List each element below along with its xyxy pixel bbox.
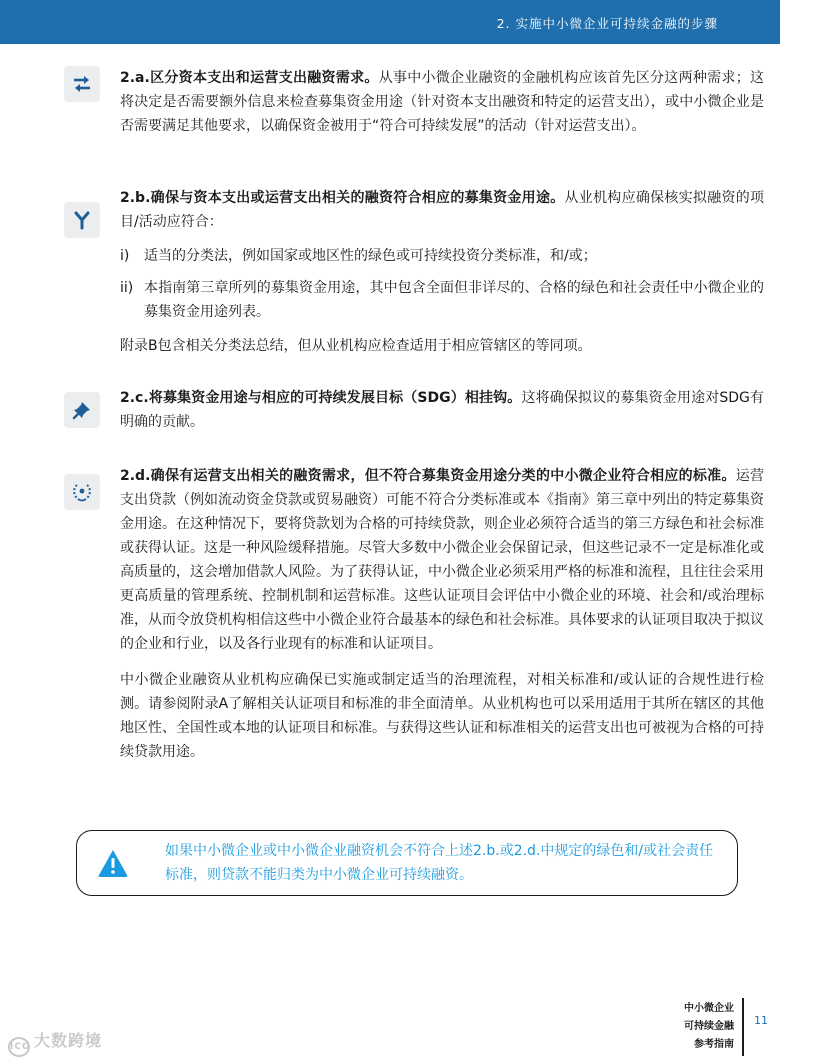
watermark-text: 大数跨境 bbox=[34, 1031, 103, 1050]
header-title: 2. 实施中小微企业可持续金融的步骤 bbox=[496, 16, 718, 31]
section-2d-text: 运营支出贷款（例如流动资金贷款或贸易融资）可能不符合分类标准或本《指南》第三章中列出的特定募集资金用途。在这种情况下，要将贷款划为合格的可持续贷款，则企业必须符合适当的第三方绿色和社会标准或获得认证。这是一种风险缓释措施。尽管大多数中小微企业会保留记录，但这些记录不一定是标准化或高质量的，这会增加借款人风险。为了获得认证，中小微企业必须采用严格的标准和流程，且往往会采用更高质量的管理系统、控制机制和运营标准。这些认证项目会评估中小微企业的环境、社会和/或治理标准，从而令放贷机构相信这些中小微企业符合最基本的绿色和社会标准。具体要求的认证项目取决于拟议的企业和行业，以及各行业现有的标准和认证项目。 bbox=[120, 468, 765, 652]
section-2b-after: 附录B包含相关分类法总结，但从业机构应检查适用于相应管辖区的等同项。 bbox=[120, 338, 592, 354]
section-2c-lead: 2.c.将募集资金用途与相应的可持续发展目标（SDG）相挂钩。 bbox=[120, 390, 522, 406]
footer-guide-title bbox=[684, 1000, 734, 1054]
watermark bbox=[8, 1028, 102, 1057]
page-number: 11 bbox=[754, 1014, 768, 1027]
section-2d-paragraph bbox=[120, 464, 764, 656]
section-2b-lead: 2.b.确保与资本支出或运营支出相关的融资符合相应的募集资金用途。 bbox=[120, 190, 565, 206]
list-marker: i) bbox=[120, 248, 130, 264]
section-2d-lead: 2.d.确保有运营支出相关的融资需求，但不符合募集资金用途分类的中小微企业符合相应的标准。 bbox=[120, 468, 736, 484]
warning-triangle-icon bbox=[97, 848, 129, 878]
section-2c-paragraph bbox=[120, 386, 764, 434]
arrows-exchange-icon bbox=[64, 66, 100, 102]
pin-icon bbox=[64, 392, 100, 428]
list-item-text: 适当的分类法，例如国家或地区性的绿色或可持续投资分类标准，和/或； bbox=[144, 248, 597, 264]
footer-line: 可持续金融 bbox=[684, 1021, 734, 1032]
section-2c-text: 这将确保拟议的募集资金用途对SDG有明确的贡献。 bbox=[120, 390, 765, 430]
note-text: 如果中小微企业或中小微企业融资机会不符合上述2.b.或2.d.中规定的绿色和/或社会责任标准，则贷款不能归类为中小微企业可持续融资。 bbox=[165, 843, 714, 883]
list-item bbox=[120, 276, 764, 324]
list-marker: ii) bbox=[120, 280, 134, 296]
footer-line: 中小微企业 bbox=[684, 1003, 734, 1014]
section-2b-paragraph bbox=[120, 186, 764, 234]
note-box bbox=[76, 830, 738, 896]
section-2a-paragraph bbox=[120, 66, 764, 138]
list-item bbox=[120, 244, 764, 268]
footer-divider bbox=[742, 998, 744, 1056]
laurel-wreath-icon bbox=[64, 474, 100, 510]
footer-line: 参考指南 bbox=[694, 1039, 734, 1050]
section-2a-text: 从事中小微企业融资的金融机构应该首先区分这两种需求；这将决定是否需要额外信息来检查募集资金用途（针对资本支出融资和特定的运营支出），或中小微企业是否需要满足其他要求，以确保资金被用于“符合可持续发展”的活动（针对运营支出）。 bbox=[120, 70, 764, 134]
watermark-logo: ICO bbox=[8, 1037, 30, 1057]
section-2a-lead: 2.a.区分资本支出和运营支出融资需求。 bbox=[120, 70, 379, 86]
section-2d-after: 中小微企业融资从业机构应确保已实施或制定适当的治理流程，对相关标准和/或认证的合规性进行检测。请参阅附录A了解相关认证项目和标准的非全面清单。从业机构也可以采用适用于其所在辖区的其他地区性、全国性或本地的认证项目和标准。与获得这些认证和标准相关的运营支出也可被视为合格的可持续贷款用途。 bbox=[120, 672, 764, 760]
header-bar bbox=[0, 0, 780, 44]
section-2b-text: 从业机构应确保核实拟融资的项目/活动应符合： bbox=[120, 190, 765, 230]
list-item-text: 本指南第三章所列的募集资金用途，其中包含全面但非详尽的、合格的绿色和社会责任中小微企业的募集资金用途列表。 bbox=[144, 280, 764, 320]
merge-arrows-icon bbox=[64, 202, 100, 238]
